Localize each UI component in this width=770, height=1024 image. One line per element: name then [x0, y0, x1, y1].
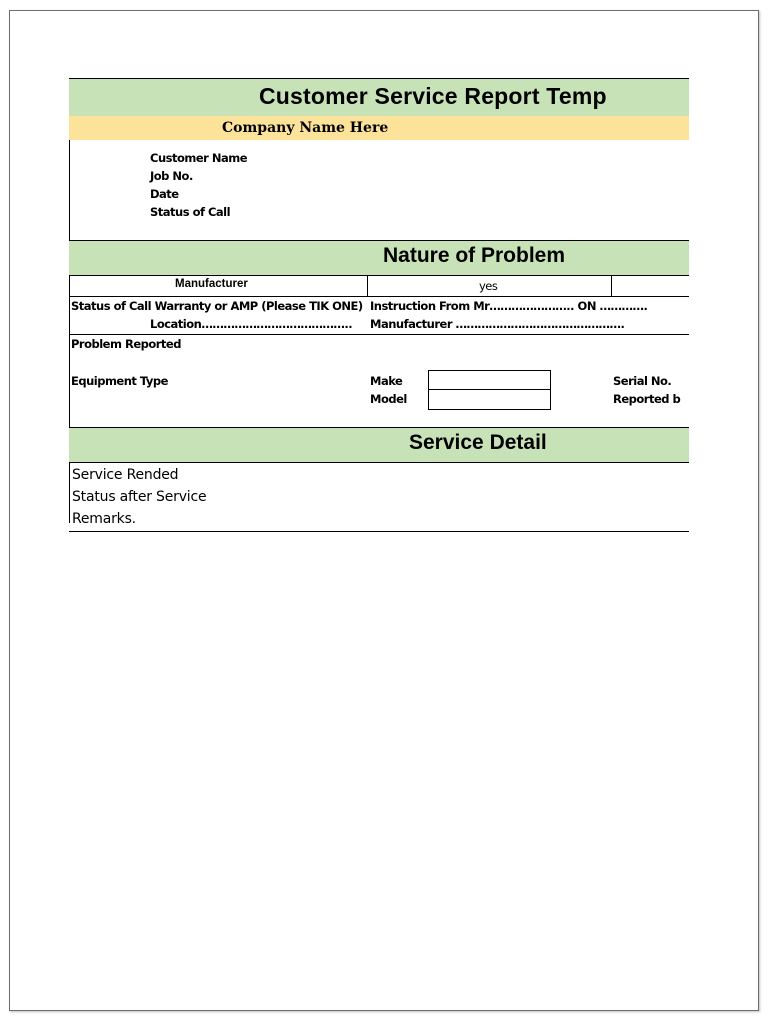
job-no-label: Job No.	[150, 169, 193, 183]
column-divider	[611, 275, 612, 296]
service-band	[69, 428, 689, 462]
customer-name-label: Customer Name	[150, 151, 247, 165]
service-detail-header: Service Detail	[409, 431, 547, 454]
status-after-service-label: Status after Service	[72, 489, 207, 505]
equipment-type-label: Equipment Type	[71, 374, 168, 388]
model-input-box[interactable]	[428, 389, 551, 410]
yes-column: yes	[479, 279, 498, 293]
divider	[69, 275, 689, 276]
serial-no-label: Serial No.	[613, 374, 672, 388]
date-label: Date	[150, 187, 179, 201]
column-divider	[367, 275, 368, 296]
manufacturer-column: Manufacturer	[175, 278, 248, 290]
document-page	[9, 10, 759, 1011]
bottom-border	[69, 531, 689, 532]
company-name: Company Name Here	[222, 120, 389, 136]
instruction-from-field: Instruction From Mr………………….. ON ………….	[370, 299, 648, 313]
model-label: Model	[370, 392, 407, 406]
report-title: Customer Service Report Temp	[259, 83, 607, 109]
location-field: Location…………………………………..	[150, 317, 353, 331]
service-rended-label: Service Rended	[72, 467, 179, 483]
make-label: Make	[370, 374, 403, 388]
nature-of-problem-header: Nature of Problem	[383, 244, 566, 267]
make-input-box[interactable]	[428, 370, 551, 391]
status-of-call-warranty: Status of Call Warranty or AMP (Please TIK ONE)	[71, 299, 363, 313]
divider	[69, 462, 689, 463]
reported-by-label: Reported b	[613, 392, 681, 406]
problem-band	[69, 241, 689, 276]
divider	[69, 334, 689, 335]
status-of-call-label: Status of Call	[150, 205, 231, 219]
manufacturer-field: Manufacturer ……………………………………….	[370, 317, 625, 331]
divider	[69, 296, 689, 297]
remarks-label: Remarks.	[72, 511, 136, 527]
problem-reported-label: Problem Reported	[71, 337, 181, 351]
report-sheet	[69, 78, 681, 527]
